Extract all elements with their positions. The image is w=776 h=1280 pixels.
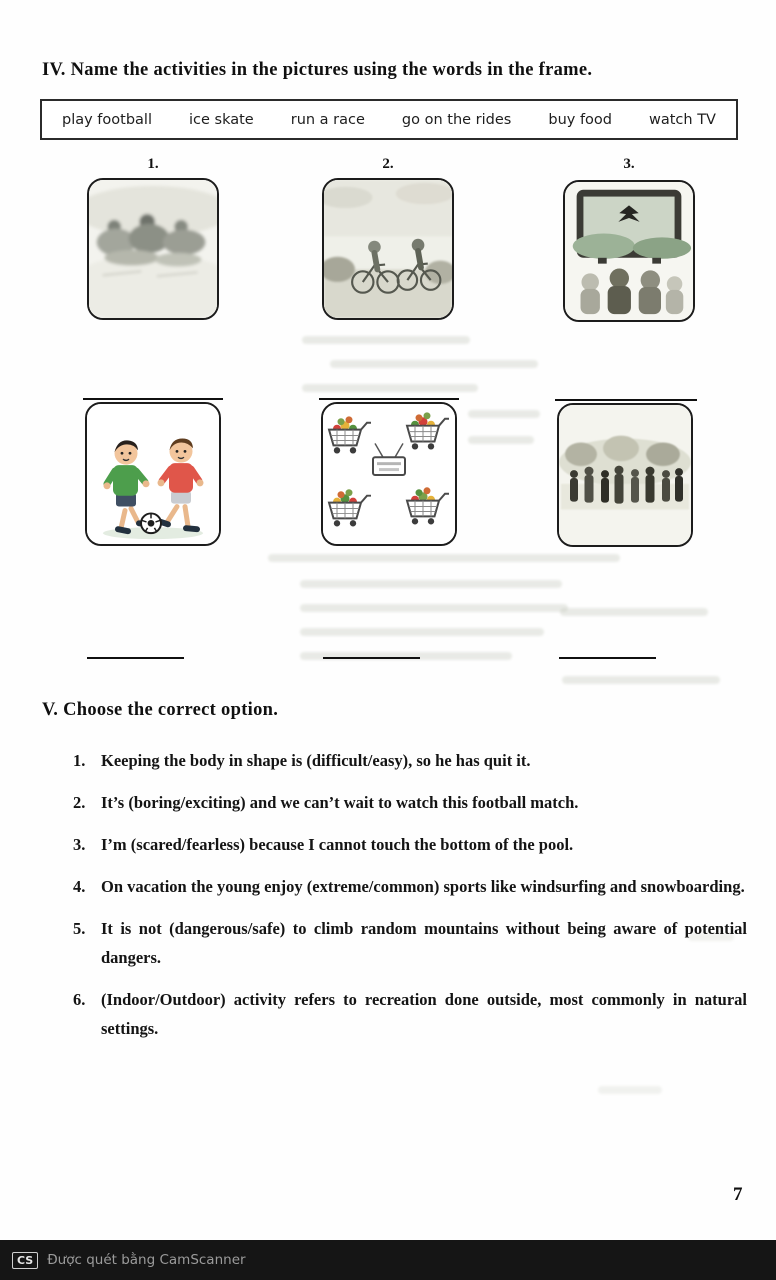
picture-number-1: 1. [147, 156, 159, 172]
exercise-item-1 [73, 746, 747, 775]
frame-word-go-on-the-rides: go on the rides [401, 111, 512, 128]
bleed-line [598, 1086, 662, 1094]
item-number: 2. [73, 793, 86, 812]
crowd-illustration [559, 405, 691, 545]
bleed-line [330, 360, 538, 368]
frame-word-run-a-race: run a race [290, 111, 365, 128]
picture-number-2: 2. [382, 156, 394, 172]
answer-line-6 [559, 657, 656, 659]
picture-buy-food [321, 402, 457, 546]
picture-crowd-outdoors [557, 403, 693, 547]
item-text: Keeping the body in shape is (difficult/easy), so he has quit it. [101, 751, 531, 770]
bleed-line [300, 604, 568, 612]
answer-line-1 [83, 398, 223, 400]
section-iv-title: IV. Name the activities in the pictures using the words in the frame. [42, 60, 593, 80]
section-v-title: V. Choose the correct option. [42, 700, 279, 720]
answer-line-4 [87, 657, 184, 659]
bleed-line [302, 384, 478, 392]
bleed-line [302, 336, 470, 344]
camscanner-bar [0, 1240, 776, 1280]
exercise-item-2 [73, 788, 747, 817]
frame-word-ice-skate: ice skate [189, 111, 254, 128]
exercise-item-5 [73, 914, 747, 972]
picture-riding-bikes [322, 178, 454, 320]
play-football-illustration [87, 404, 219, 544]
answer-line-3 [555, 399, 697, 401]
camscanner-text: Được quét bằng CamScanner [47, 1252, 246, 1268]
bleed-line [562, 676, 720, 684]
ice-skating-illustration [89, 180, 217, 318]
picture-ice-skating [87, 178, 219, 320]
item-text: I’m (scared/fearless) because I cannot touch the bottom of the pool. [101, 835, 574, 854]
riding-bikes-illustration [324, 180, 452, 318]
picture-play-football [85, 402, 221, 546]
buy-food-illustration [323, 404, 455, 544]
page-number: 7 [733, 1184, 743, 1205]
frame-word-play-football: play football [62, 111, 152, 128]
item-number: 1. [73, 751, 86, 770]
bleed-line [300, 580, 562, 588]
item-number: 5. [73, 919, 86, 938]
exercise-item-3 [73, 830, 747, 859]
camscanner-logo: CS [12, 1252, 38, 1269]
item-text: It is not (dangerous/safe) to climb random mountains without being aware of potential dangers. [101, 919, 747, 967]
bleed-line [560, 608, 708, 616]
frame-word-buy-food: buy food [548, 111, 612, 128]
item-number: 3. [73, 835, 86, 854]
bleed-line [300, 628, 544, 636]
bleed-line [468, 410, 540, 418]
item-text: (Indoor/Outdoor) activity refers to recreation done outside, most commonly in natural settings. [101, 990, 747, 1038]
answer-line-5 [323, 657, 420, 659]
exercise-item-6 [73, 985, 747, 1043]
watch-tv-illustration [565, 182, 693, 320]
item-number: 4. [73, 877, 86, 896]
item-text: It’s (boring/exciting) and we can’t wait to watch this football match. [101, 793, 579, 812]
frame-word-watch-tv: watch TV [649, 111, 716, 128]
bleed-line [268, 554, 620, 562]
exercise-item-4 [73, 872, 747, 901]
choose-correct-option-list [73, 746, 747, 1056]
item-number: 6. [73, 990, 86, 1009]
word-frame [40, 99, 738, 140]
bleed-line [468, 436, 534, 444]
picture-watch-tv [563, 180, 695, 322]
picture-number-3: 3. [623, 156, 635, 172]
item-text: On vacation the young enjoy (extreme/common) sports like windsurfing and snowboarding. [101, 877, 745, 896]
answer-line-2 [319, 398, 459, 400]
